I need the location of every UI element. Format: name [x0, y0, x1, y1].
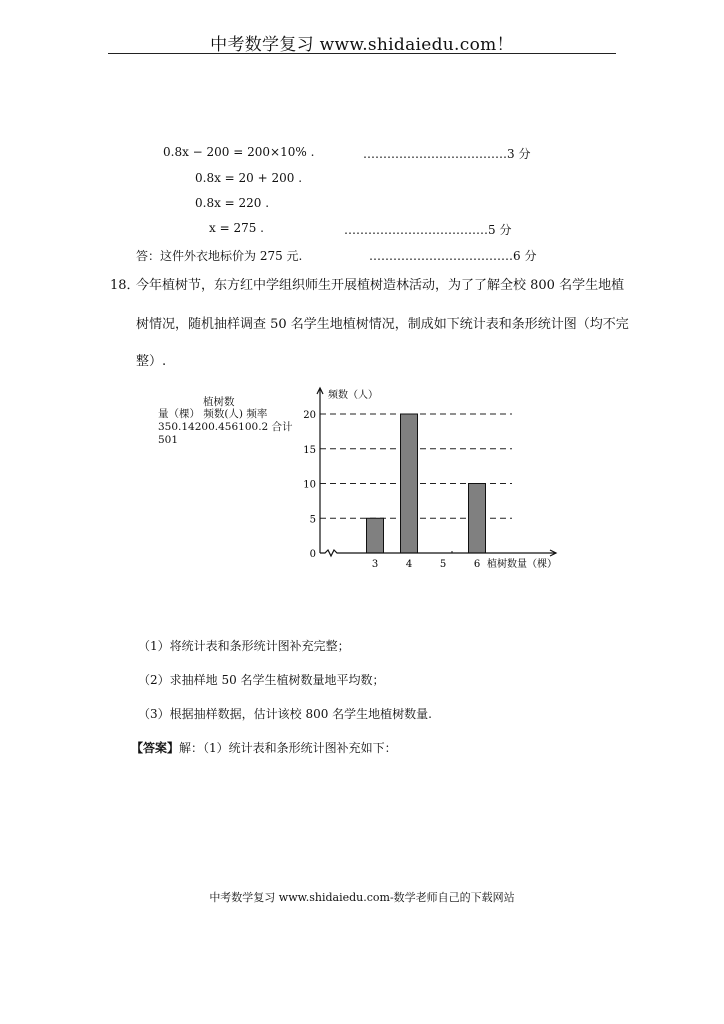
y-tick-label: 10 — [303, 479, 316, 491]
y-axis-label: 频数（人） — [328, 390, 378, 401]
subquestion-2: （2）求抽样地 50 名学生植树数量地平均数； — [138, 673, 385, 687]
y-tick-label: 5 — [309, 514, 316, 526]
y-tick-label: 15 — [303, 444, 316, 456]
x-axis — [320, 550, 556, 556]
table-row-3: 501 — [158, 434, 179, 446]
page-footer: 中考数学复习 www.shidaiedu.com-数学老师自己的下载网站 — [209, 891, 515, 904]
subquestion-1: （1）将统计表和条形统计图补充完整； — [138, 639, 350, 653]
question-number: 18． — [110, 278, 140, 293]
question-line-1: 今年植树节，东方红中学组织师生开展植树造林活动，为了了解全校 800 名学生地植 — [136, 278, 625, 293]
x-tick-label: 4 — [405, 559, 413, 570]
table-row-2: 350.14200.456100.2 合计 — [158, 421, 293, 433]
bar — [401, 414, 418, 553]
equation-3: 0.8x = 220 . — [195, 196, 270, 210]
answer-tag: 【答案】 — [131, 741, 180, 755]
score-5: ………………………………5 分 — [344, 223, 512, 237]
question-line-2: 树情况，随机抽样调查 50 名学生地植树情况，制成如下统计表和条形统计图（均不完 — [136, 317, 629, 332]
y-tick-label: 20 — [303, 410, 316, 421]
answer-line: 答：这件外衣地标价为 275 元. — [136, 249, 303, 263]
question-line-3: 整）. — [136, 354, 167, 369]
answer-text: 解：（1）统计表和条形统计图补充如下： — [179, 741, 397, 755]
x-tick-label: 6 — [473, 559, 481, 570]
equation-1: 0.8x − 200 = 200×10% . — [163, 145, 315, 159]
table-title: 植树数 — [203, 396, 235, 408]
score-3: ………………………………3 分 — [363, 147, 531, 161]
bar — [367, 518, 384, 553]
x-tick-label: 5 — [439, 559, 447, 570]
page-header: 中考数学复习 www.shidaiedu.com！ — [210, 35, 514, 55]
answer-paragraph — [131, 739, 397, 756]
x-axis-label: 植树数量（棵） — [487, 559, 557, 570]
bar — [469, 484, 486, 554]
table-row-1: 量（棵） 频数(人) 频率 — [158, 408, 268, 420]
equation-2: 0.8x = 20 + 200 . — [195, 171, 303, 185]
x-tick-label: 3 — [371, 559, 379, 570]
y-tick-label: 0 — [309, 549, 316, 560]
score-6: ………………………………6 分 — [369, 249, 537, 263]
equation-4: x = 275 . — [209, 221, 264, 235]
subquestion-3: （3）根据抽样数据，估计该校 800 名学生地植树数量. — [138, 707, 432, 721]
